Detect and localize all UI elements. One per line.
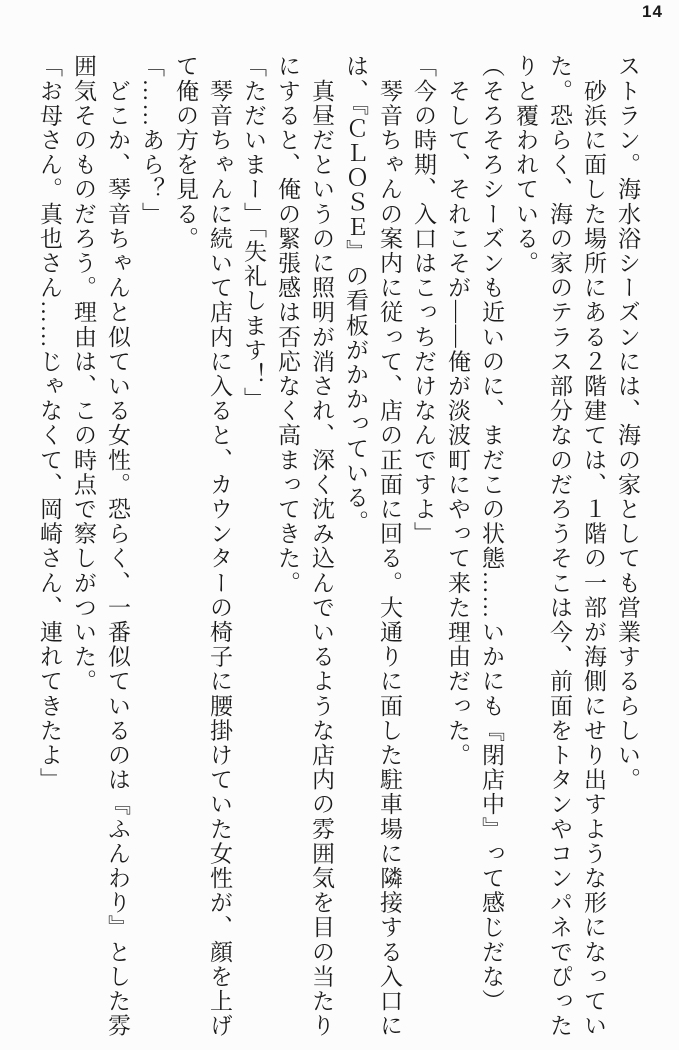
page-number: 14 — [642, 2, 663, 21]
text-line: どこか、琴音ちゃんと似ている女性。恐らく、一番似ているのは『ふんわり』とした雰 — [105, 54, 130, 1038]
text-line: ストラン。海水浴シーズンには、海の家としても営業するらしい。 — [615, 54, 640, 792]
text-line: 真昼だというのに照明が消され、深く沈み込んでいるような店内の雰囲気を目の当たり — [309, 54, 334, 1038]
text-line: 「ただいまー」「失礼します！」 — [241, 54, 266, 412]
text-line: 「今の時期、入口はこっちだけなんですよ」 — [411, 54, 436, 546]
text-line: た。恐らく、海の家のテラス部分なのだろうそこは今、前面をトタンやコンパネでぴった — [547, 54, 572, 1038]
text-line: 砂浜に面した場所にある２階建ては、１階の一部が海側にせり出すような形になってい — [581, 54, 606, 1038]
text-line: て俺の方を見る。 — [173, 54, 198, 251]
text-line: にすると、俺の緊張感は否応なく高まってきた。 — [275, 54, 300, 596]
text-line: 琴音ちゃんに続いて店内に入ると、カウンターの椅子に腰掛けていた女性が、顔を上げ — [207, 54, 232, 1038]
text-line: 「お母さん。真也さん……じゃなくて、岡崎さん、連れてきたよ」 — [37, 54, 62, 792]
text-line: 「……あら？」 — [139, 54, 164, 227]
page-text — [32, 54, 644, 1042]
text-line: りと覆われている。 — [513, 54, 538, 276]
text-line: そして、それこそが――俺が淡波町にやって来た理由だった。 — [445, 54, 470, 768]
text-line: 琴音ちゃんの案内に従って、店の正面に回る。大通りに面した駐車場に隣接する入口に — [377, 54, 402, 1038]
text-line: 囲気そのものだろう。理由は、この時点で察しがついた。 — [71, 54, 96, 694]
text-line: は、『ＣＬＯＳＥ』の看板がかかっている。 — [343, 54, 368, 535]
text-line: （そろそろシーズンも近いのに、まだこの状態……いかにも『閉店中』って感じだな） — [479, 54, 504, 1014]
